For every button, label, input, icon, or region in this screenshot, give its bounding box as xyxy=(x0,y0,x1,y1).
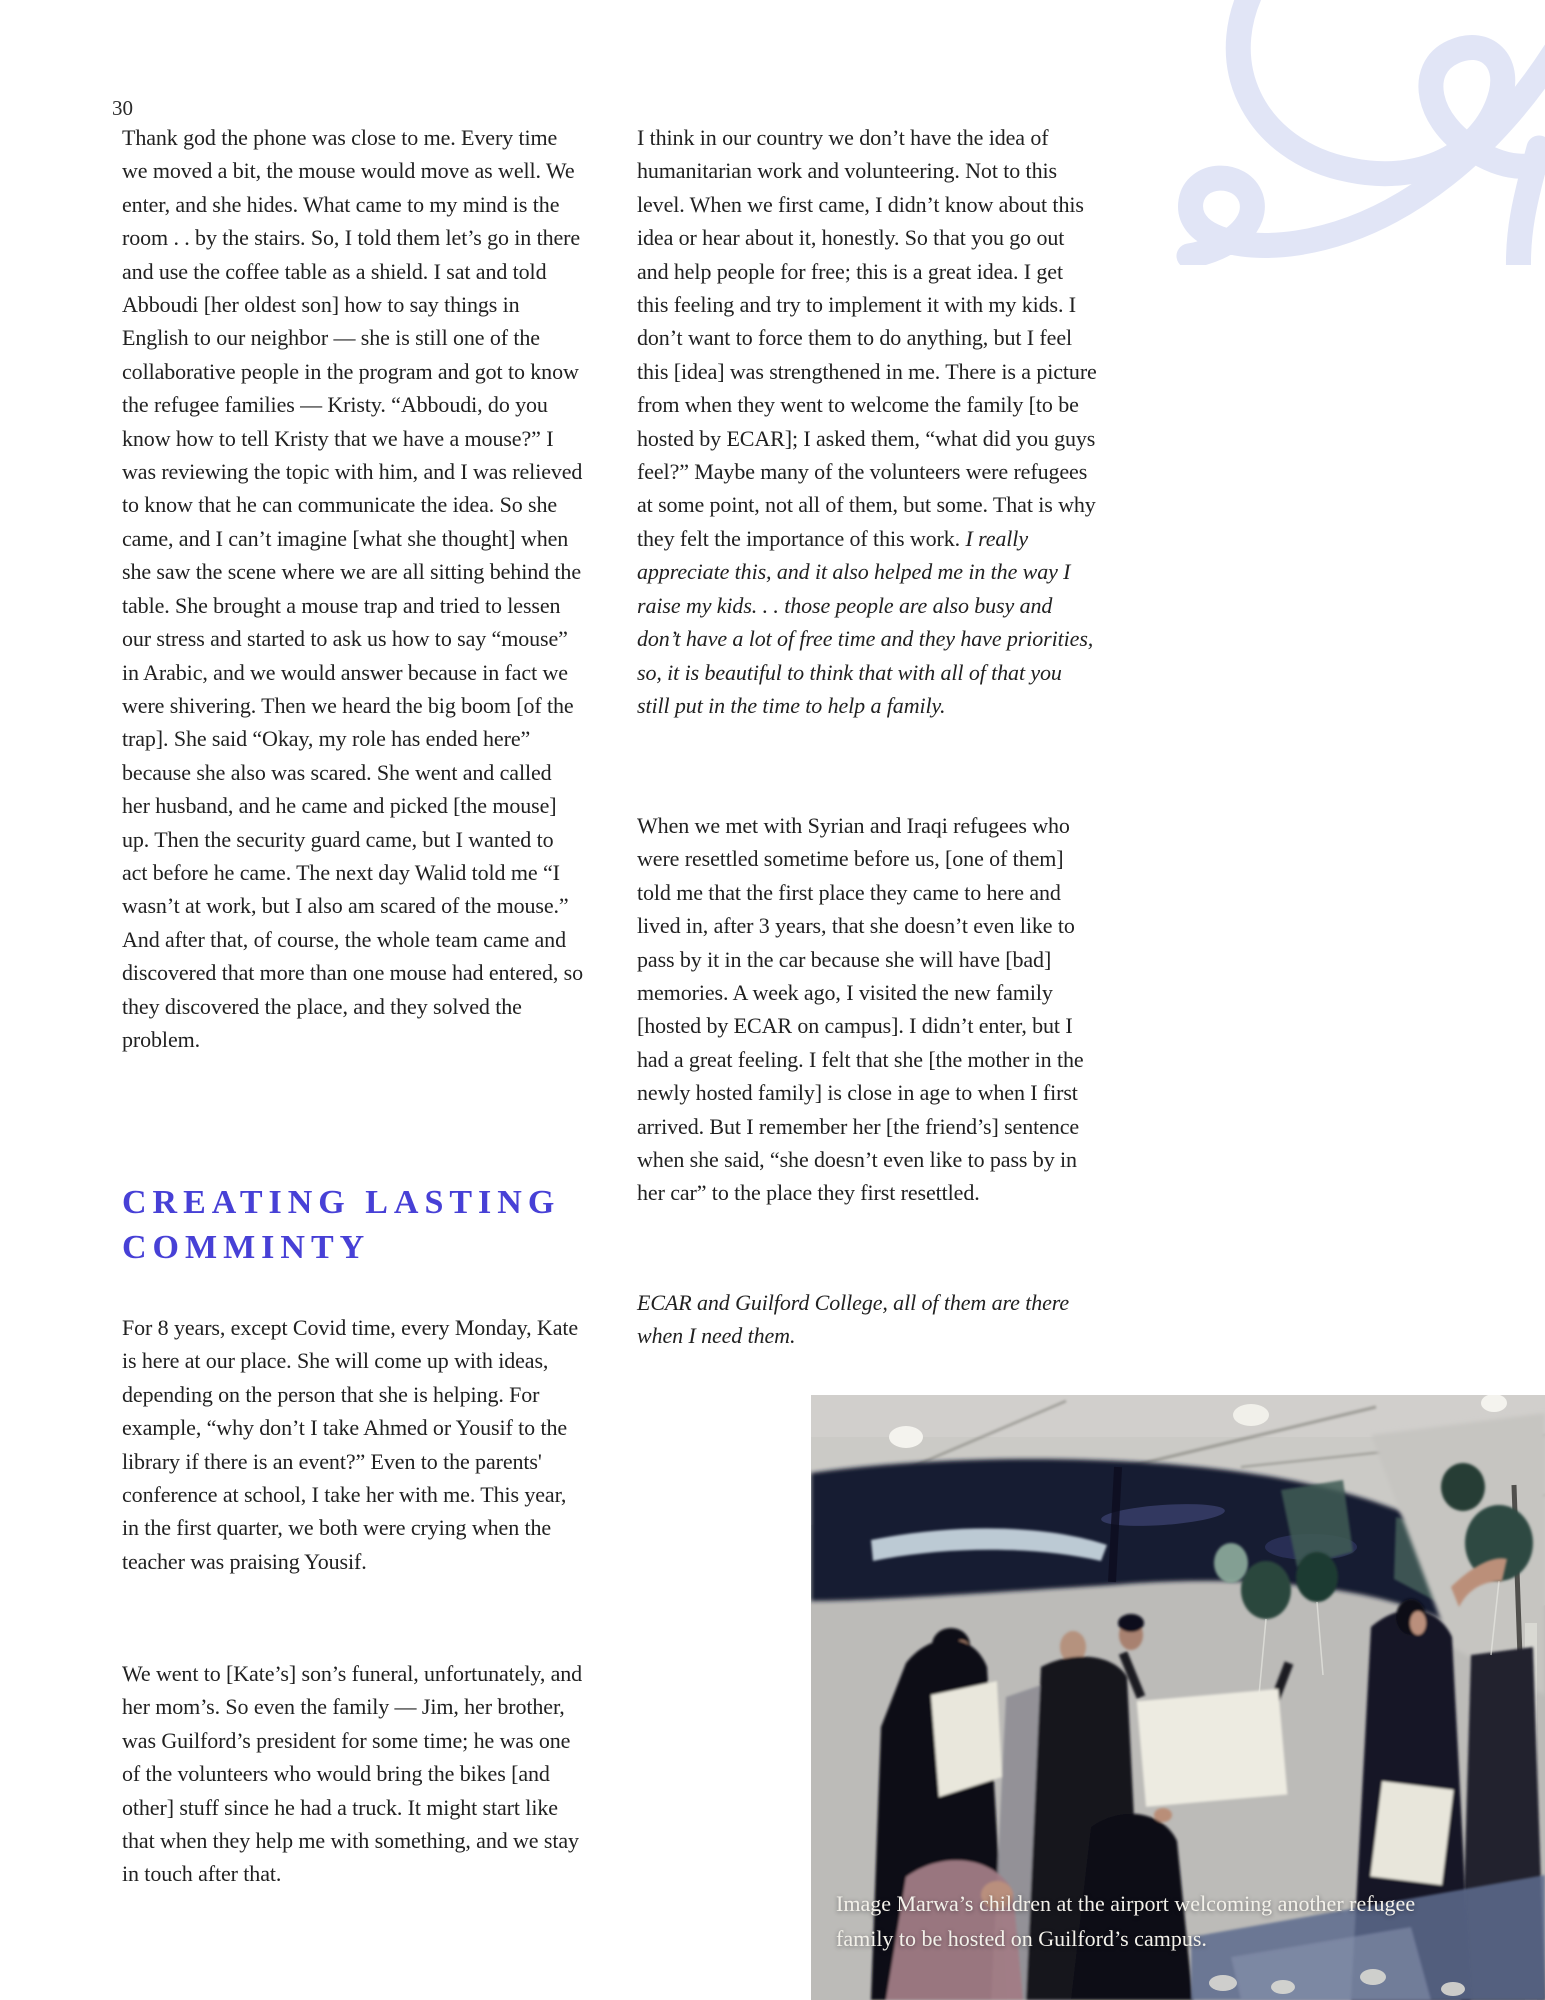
flourish-icon xyxy=(1145,0,1545,265)
body-paragraph: We went to [Kate’s] son’s funeral, unfortunately, and her mom’s. So even the family — Jim, her brother, was Guilford’s president for some time; he was one of the volunteers who would bring the bikes [and other] stuff since he had a truck. It might start like that when they help me with something, and we stay in touch after that. xyxy=(122,1661,583,1887)
italic-paragraph: ECAR and Guilford College, all of them are there when I need them. xyxy=(637,1290,1070,1349)
right-column-paragraph-2 xyxy=(637,809,1099,1210)
right-column-paragraph-3-pullquote xyxy=(637,1286,1099,1353)
left-column-paragraph-1 xyxy=(122,121,584,1056)
body-paragraph: For 8 years, except Covid time, every Monday, Kate is here at our place. She will come up with ideas, depending on the person that she is helping. For example, “why don’t I take Ahmed or Yousif to the library if there is an event?” Even to the parents' conference at school, I take her with me. This year, in the first quarter, we both were crying when the teacher was praising Yousif. xyxy=(122,1315,579,1574)
right-column-paragraph-1 xyxy=(637,121,1099,722)
paragraph-italic-text: I really appreciate this, and it also helped me in the way I raise my kids. . . those people are also busy and don’t have a lot of free time and they have priorities, so, it is beautiful to think that with all of that you still put in the time to help a family. xyxy=(637,525,1094,718)
page-number: 30 xyxy=(112,96,133,120)
left-column-paragraph-3 xyxy=(122,1657,584,1891)
section-heading xyxy=(122,1180,642,1270)
section-heading-line2: COMMINTY xyxy=(122,1229,371,1266)
body-paragraph: Thank god the phone was close to me. Every time we moved a bit, the mouse would move as well. We enter, and she hides. What came to my mind is the room . . by the stairs. So, I told them let’s go in there and use the coffee table as a shield. I sat and told Abboudi [her oldest son] how to say things in English to our neighbor — she is still one of the collaborative people in the program and got to know the refugee families — Kristy. “Abboudi, do you know how to tell Kristy that we have a mouse?” I was reviewing the topic with him, and I was relieved to know that he can communicate the idea. So she came, and I can’t imagine [what she thought] when she saw the scene where we are all sitting behind the table. She brought a mouse trap and tried to lessen our stress and started to ask us how to say “mouse” in Arabic, and we would answer because in fact we were shivering. Then we heard the big boom [of the trap]. She said “Okay, my role has ended here” because she also was scared. She went and called her husband, and he came and picked [the mouse] up. Then the security guard came, but I wanted to act before he came. The next day Walid told me “I wasn’t at work, but I also am scared of the mouse.” And after that, of course, the whole team came and discovered that more than one mouse had entered, so they discovered the place, and they solved the problem. xyxy=(122,125,584,1052)
body-paragraph xyxy=(637,121,1099,722)
section-heading-line1: CREATING LASTING xyxy=(122,1184,561,1221)
left-column-paragraph-2 xyxy=(122,1311,584,1578)
body-paragraph: When we met with Syrian and Iraqi refugees who were resettled sometime before us, [one of them] told me that the first place they came to here and lived in, after 3 years, that she doesn’t even like to pass by it in the car because she will have [bad] memories. A week ago, I visited the new family [hosted by ECAR on campus]. I didn’t enter, but I had a great feeling. I felt that she [the mother in the newly hosted family] is close in age to when I first arrived. But I remember her [the friend’s] sentence when she said, “she doesn’t even like to pass by in her car” to the place they first resettled. xyxy=(637,813,1084,1206)
calligraphic-flourish-decoration xyxy=(1145,0,1545,265)
paragraph-normal-text: I think in our country we don’t have the idea of humanitarian work and volunteering. Not to this level. When we first came, I didn’t know about this idea or hear about it, honestly. So that you go out and help people for free; this is a great idea. I get this feeling and try to implement it with my kids. I don’t want to force them to do anything, but I feel this [idea] was strengthened in me. There is a picture from when they went to welcome the family [to be hosted by ECAR]; I asked them, “what did you guys feel?” Maybe many of the volunteers were refugees at some point, not all of them, but some. That is why they felt the importance of this work. xyxy=(637,125,1097,551)
photo-caption: Image Marwa’s children at the airport welcoming another refugee family to be hosted on Guilford’s campus. xyxy=(836,1891,1416,1951)
